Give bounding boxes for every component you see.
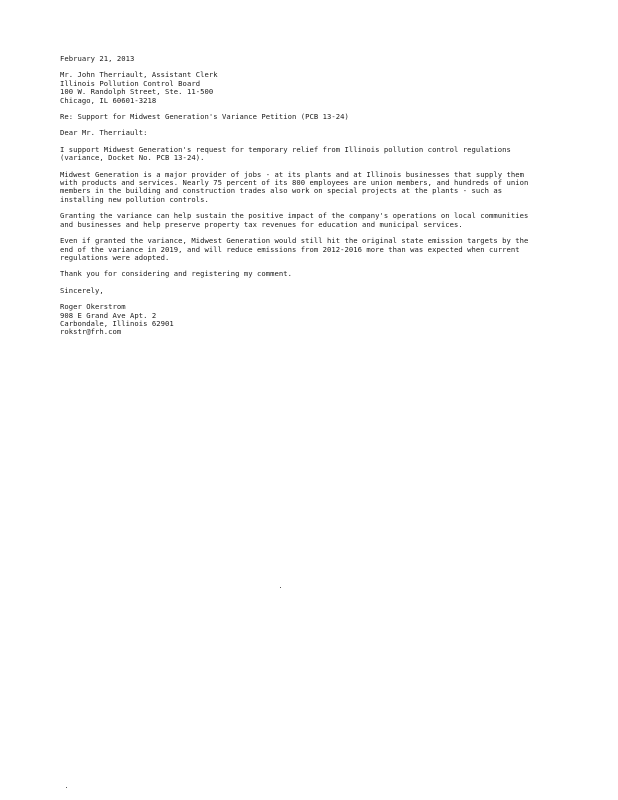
- signature-email: rokstr@frh.com: [60, 327, 122, 337]
- salutation: Dear Mr. Therriault:: [60, 128, 148, 138]
- paragraph-line: with products and services. Nearly 75 percent of its 800 employees are union members, and hundreds of union: [60, 178, 529, 188]
- recipient-line: Illinois Pollution Control Board: [60, 78, 201, 88]
- paragraph-1: [60, 146, 560, 163]
- paragraph-3: [60, 212, 560, 229]
- closing: Sincerely,: [60, 285, 104, 295]
- paragraph-2: [60, 171, 560, 205]
- paragraph-line: (variance, Docket No. PCB 13-24).: [60, 153, 205, 163]
- paragraph-4: [60, 237, 560, 262]
- paragraph-line: Midwest Generation is a major provider of jobs - at its plants and at Illinois businesses that supply them: [60, 169, 524, 179]
- paragraph-line: regulations were adopted.: [60, 252, 170, 262]
- letter-body: [60, 55, 560, 345]
- paragraph-line: installing new pollution controls.: [60, 194, 209, 204]
- letter-date: [60, 55, 560, 63]
- paragraph-5: [60, 270, 560, 278]
- date-line: February 21, 2013: [60, 54, 135, 63]
- subject-line-block: [60, 113, 560, 121]
- signature-address: 908 E Grand Ave Apt. 2: [60, 310, 157, 320]
- signature-city: Carbondale, Illinois 62901: [60, 318, 174, 328]
- scan-speck: [280, 587, 281, 588]
- signature-name: Roger Okerstrom: [60, 302, 126, 312]
- recipient-line: 100 W. Randolph Street, Ste. 11-500: [60, 87, 214, 97]
- paragraph-line: Thank you for considering and registering my comment.: [60, 269, 292, 279]
- paragraph-line: and businesses and help preserve property tax revenues for education and municipal services.: [60, 219, 463, 229]
- paragraph-line: members in the building and construction trades also work on special projects at the plants - such as: [60, 186, 503, 196]
- recipient-line: Mr. John Therriault, Assistant Clerk: [60, 70, 218, 80]
- recipient-line: Chicago, IL 60601-3218: [60, 95, 157, 105]
- signature-block: [60, 303, 560, 337]
- closing-block: [60, 287, 560, 295]
- scan-speck: [66, 787, 67, 788]
- paragraph-line: I support Midwest Generation's request for temporary relief from Illinois pollution control regulations: [60, 144, 511, 154]
- paragraph-line: end of the variance in 2019, and will reduce emissions from 2012-2016 more than was expected when current: [60, 244, 520, 254]
- salutation-block: [60, 129, 560, 137]
- paragraph-line: Granting the variance can help sustain the positive impact of the company's operations on local communities: [60, 211, 529, 221]
- paragraph-line: Even if granted the variance, Midwest Generation would still hit the original state emission targets by the: [60, 236, 529, 246]
- subject-line: Re: Support for Midwest Generation's Variance Petition (PCB 13-24): [60, 112, 349, 122]
- recipient-address: [60, 71, 560, 105]
